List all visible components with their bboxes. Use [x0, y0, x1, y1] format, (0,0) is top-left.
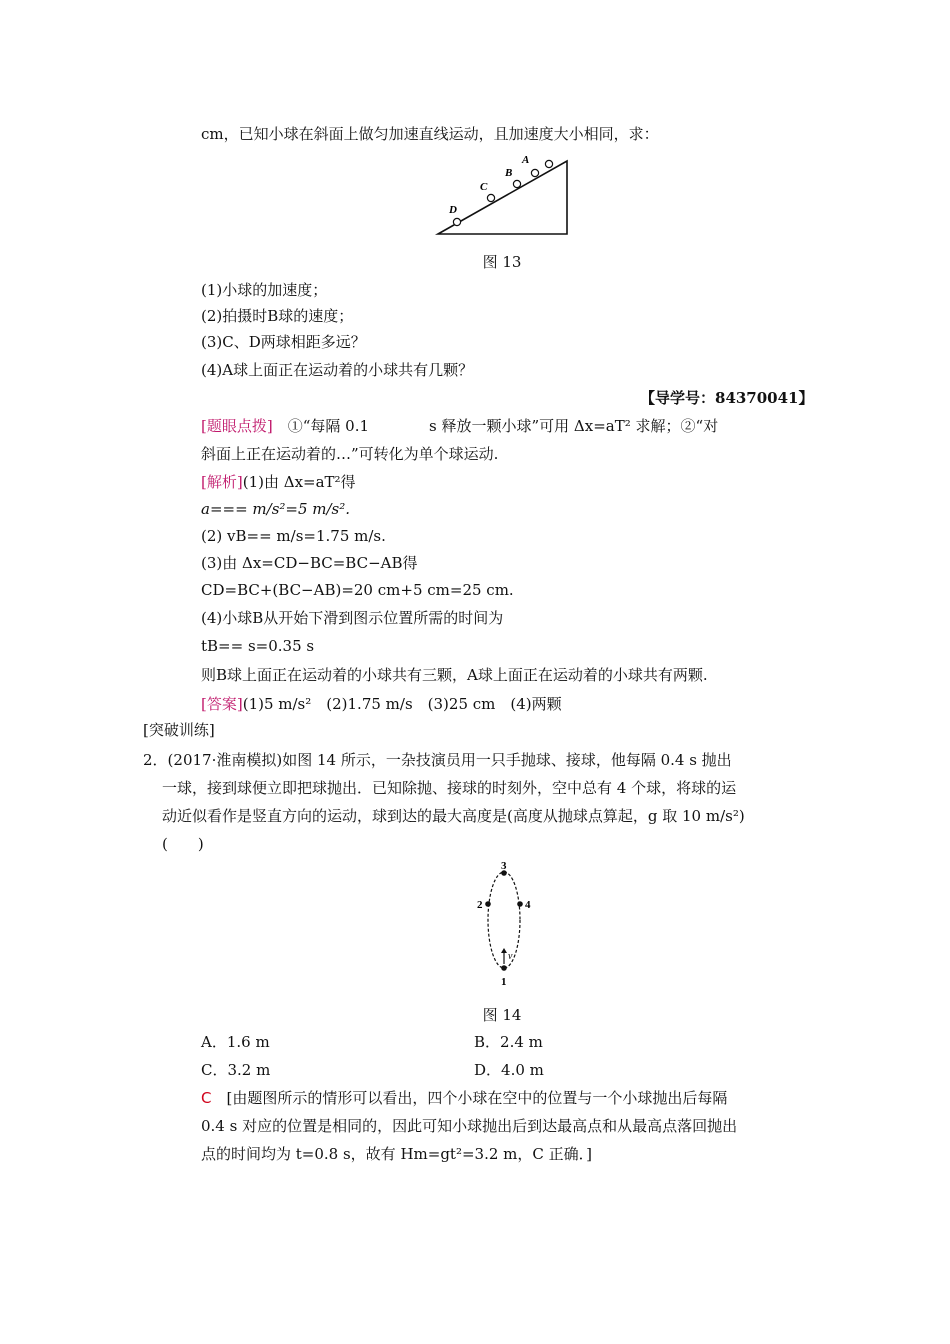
- label-3: 3: [501, 860, 507, 872]
- option-b: B．2.4 m: [474, 1033, 543, 1051]
- analysis-line-8: 则B球上面正在运动着的小球共有三颗，A球上面正在运动着的小球共有两颗.: [201, 666, 708, 684]
- analysis-line-4: (3)由 Δx=CD−BC=BC−AB得: [201, 554, 418, 572]
- juggling-figure: [470, 860, 540, 994]
- label-2: 2: [477, 899, 483, 911]
- analysis-line-5: CD=BC+(BC−AB)=20 cm+5 cm=25 cm.: [201, 581, 514, 599]
- hint-line-2: 斜面上正在运动着的…”可转化为单个球运动.: [201, 445, 499, 463]
- incline-figure: [430, 150, 580, 240]
- ball-2: [485, 901, 491, 907]
- label-1: 1: [501, 976, 507, 988]
- velocity-arrowhead: [501, 948, 507, 953]
- question-3: (3)C、D两球相距多远？: [201, 333, 366, 351]
- question-4: (4)A球上面正在运动着的小球共有几颗？: [201, 361, 474, 379]
- analysis-line-3: (2) vB== m/s=1.75 m/s.: [201, 527, 386, 545]
- hint-tag: [题眼点拨]: [201, 417, 273, 435]
- figure-13-caption: 图 13: [482, 253, 522, 271]
- problem-2-line-1: 2．(2017·淮南模拟)如图 14 所示，一杂技演员用一只手抛球、接球，他每隔 0.4 s 抛出: [143, 751, 732, 769]
- label-b: B: [505, 167, 513, 179]
- problem-2-line-4: ( ): [162, 835, 204, 853]
- problem-2-line-3: 动近似看作是竖直方向的运动，球到达的最大高度是(高度从抛球点算起，g 取 10 m/s²): [162, 807, 745, 825]
- question-2: (2)拍摄时B球的速度；: [201, 307, 354, 325]
- ball-a2: [545, 160, 552, 167]
- hint-line-1: [201, 416, 718, 436]
- label-a: A: [522, 154, 530, 166]
- guide-number: 【导学号：84370041】: [640, 389, 814, 407]
- solution-line-3: 点的时间均为 t=0.8 s，故有 Hm=gt²=3.2 m，C 正确．]: [201, 1145, 592, 1163]
- answer-tag: [答案]: [201, 695, 243, 713]
- analysis-line-1: [201, 472, 356, 492]
- analysis-line-7: tB== s=0.35 s: [201, 637, 315, 655]
- ball-b: [513, 180, 520, 187]
- section-title: [突破训练]: [143, 721, 215, 739]
- figure-14-caption: 图 14: [482, 1006, 522, 1024]
- intro-line: cm，已知小球在斜面上做匀加速直线运动，且加速度大小相同，求：: [201, 125, 659, 143]
- answer-text: (1)5 m/s² (2)1.75 m/s (3)25 cm (4)两颗: [242, 695, 562, 713]
- label-c: C: [480, 181, 488, 193]
- answer-line: [201, 694, 562, 714]
- label-d: D: [449, 204, 457, 216]
- analysis-text-1: (1)由 Δx=aT²得: [242, 473, 356, 491]
- solution-line-1: [201, 1088, 727, 1108]
- label-v: v: [508, 951, 513, 962]
- analysis-tag: [解析]: [201, 473, 243, 491]
- solution-text-1: [由题图所示的情形可以看出，四个小球在空中的位置与一个小球抛出后每隔: [226, 1089, 728, 1107]
- option-c: C．3.2 m: [201, 1061, 271, 1079]
- option-d: D．4.0 m: [474, 1061, 544, 1079]
- ball-c: [487, 194, 494, 201]
- analysis-line-2: a=== m/s²=5 m/s².: [201, 500, 351, 518]
- solution-line-2: 0.4 s 对应的位置是相同的，因此可知小球抛出后到达最高点和从最高点落回抛出: [201, 1117, 738, 1135]
- problem-2-line-2: 一球，接到球便立即把球抛出．已知除抛、接球的时刻外，空中总有 4 个球，将球的运: [162, 779, 737, 797]
- question-1: (1)小球的加速度；: [201, 281, 328, 299]
- hint-text-1: ①“每隔 0.1 s 释放一颗小球”可用 Δx=aT² 求解；②“对: [287, 417, 719, 435]
- ball-4: [517, 901, 523, 907]
- ball-d: [453, 218, 460, 225]
- analysis-line-6: (4)小球B从开始下滑到图示位置所需的时间为: [201, 609, 504, 627]
- ball-a: [531, 169, 538, 176]
- option-a: A．1.6 m: [201, 1033, 270, 1051]
- label-4: 4: [525, 899, 531, 911]
- ball-1: [501, 965, 507, 971]
- solution-letter: C: [201, 1089, 212, 1107]
